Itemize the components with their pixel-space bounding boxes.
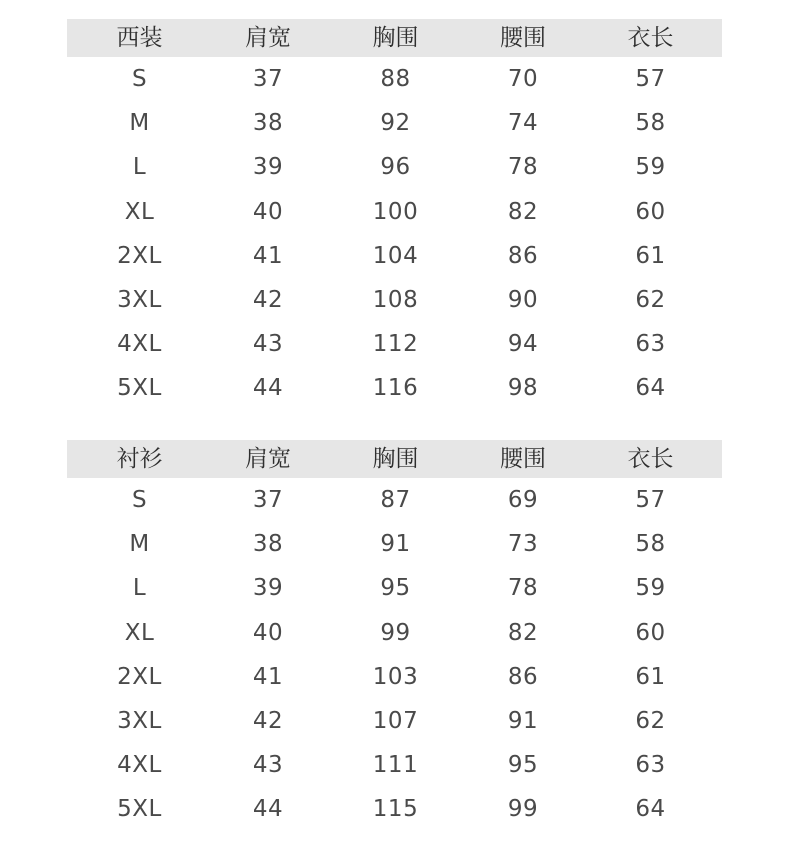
shirt-header-garment: 衬衫 [116, 446, 163, 472]
chest-cell: 95 [380, 575, 411, 602]
shoulder-cell: 38 [252, 110, 284, 137]
shoulder-cell: 41 [252, 663, 284, 690]
shirt-header-length: 衣长 [627, 446, 674, 472]
waist-cell: 82 [507, 619, 539, 646]
length-cell: 59 [635, 575, 666, 602]
shoulder-cell: 43 [252, 752, 284, 779]
chest-cell: 115 [372, 796, 419, 823]
waist-cell: 99 [507, 796, 539, 823]
shirt-table-body [67, 478, 722, 832]
shoulder-cell: 40 [252, 619, 284, 646]
length-cell: 62 [635, 287, 666, 314]
waist-cell: 73 [507, 531, 539, 558]
table-row [67, 101, 722, 145]
table-row [67, 655, 722, 699]
waist-cell: 90 [507, 287, 539, 314]
shirt-header-chest: 胸围 [372, 446, 419, 472]
shoulder-cell: 37 [252, 66, 284, 93]
waist-cell: 94 [507, 331, 539, 358]
waist-cell: 78 [507, 575, 539, 602]
size-cell: 5XL [117, 796, 162, 823]
size-cell: 3XL [117, 287, 162, 314]
chest-cell: 91 [380, 531, 411, 558]
suit-table-header [67, 19, 722, 57]
size-cell: 3XL [117, 708, 162, 735]
size-cell: 2XL [117, 242, 162, 269]
size-cell: S [131, 487, 148, 514]
suit-header-shoulder: 肩宽 [245, 25, 291, 51]
length-cell: 58 [635, 110, 666, 137]
table-row [67, 787, 722, 831]
chest-cell: 92 [380, 110, 411, 137]
length-cell: 60 [635, 198, 666, 225]
length-cell: 62 [635, 708, 666, 735]
size-cell: 4XL [117, 331, 162, 358]
waist-cell: 70 [507, 66, 539, 93]
shoulder-cell: 39 [252, 575, 284, 602]
waist-cell: 82 [507, 198, 539, 225]
table-row [67, 278, 722, 322]
shirt-header-shoulder: 肩宽 [245, 446, 291, 472]
length-cell: 57 [635, 66, 666, 93]
table-row [67, 566, 722, 610]
length-cell: 59 [635, 154, 666, 181]
shoulder-cell: 43 [252, 331, 284, 358]
length-cell: 61 [635, 242, 666, 269]
waist-cell: 98 [507, 375, 539, 402]
length-cell: 57 [635, 487, 666, 514]
shirt-table-header [67, 440, 722, 478]
shoulder-cell: 44 [252, 375, 284, 402]
table-row [67, 322, 722, 366]
shoulder-cell: 38 [252, 531, 284, 558]
shoulder-cell: 42 [252, 708, 284, 735]
size-cell: S [131, 66, 148, 93]
waist-cell: 91 [507, 708, 539, 735]
table-row [67, 611, 722, 655]
shirt-header-row [67, 440, 722, 478]
shirt-header-waist: 腰围 [500, 446, 546, 472]
suit-header-length: 衣长 [627, 25, 674, 51]
chest-cell: 87 [380, 487, 411, 514]
table-row [67, 57, 722, 101]
size-cell: M [129, 531, 150, 558]
table-row [67, 522, 722, 566]
size-cell: L [132, 154, 147, 181]
suit-header-chest: 胸围 [372, 25, 419, 51]
chest-cell: 96 [380, 154, 411, 181]
suit-header-garment: 西装 [116, 25, 163, 51]
length-cell: 61 [635, 663, 666, 690]
shoulder-cell: 44 [252, 796, 284, 823]
length-cell: 63 [635, 331, 666, 358]
waist-cell: 95 [507, 752, 539, 779]
waist-cell: 69 [507, 487, 539, 514]
chest-cell: 107 [372, 708, 419, 735]
shirt-size-table [67, 440, 722, 832]
length-cell: 63 [635, 752, 666, 779]
length-cell: 60 [635, 619, 666, 646]
table-row [67, 366, 722, 410]
chest-cell: 88 [380, 66, 411, 93]
size-cell: 2XL [117, 663, 162, 690]
size-cell: XL [124, 198, 155, 225]
size-cell: XL [124, 619, 155, 646]
chest-cell: 116 [372, 375, 419, 402]
waist-cell: 86 [507, 242, 539, 269]
table-row [67, 145, 722, 189]
chest-cell: 103 [372, 663, 419, 690]
size-cell: L [132, 575, 147, 602]
table-row [67, 190, 722, 234]
chest-cell: 111 [372, 752, 419, 779]
length-cell: 64 [635, 796, 666, 823]
suit-table-body [67, 57, 722, 411]
table-row [67, 478, 722, 522]
chest-cell: 104 [372, 242, 419, 269]
shoulder-cell: 37 [252, 487, 284, 514]
chest-cell: 108 [372, 287, 419, 314]
shoulder-cell: 42 [252, 287, 284, 314]
suit-size-table [67, 19, 722, 411]
length-cell: 64 [635, 375, 666, 402]
table-row [67, 234, 722, 278]
waist-cell: 78 [507, 154, 539, 181]
shoulder-cell: 41 [252, 242, 284, 269]
chest-cell: 100 [372, 198, 419, 225]
waist-cell: 74 [507, 110, 539, 137]
chest-cell: 99 [380, 619, 411, 646]
size-cell: 5XL [117, 375, 162, 402]
length-cell: 58 [635, 531, 666, 558]
table-row [67, 699, 722, 743]
chest-cell: 112 [372, 331, 419, 358]
suit-header-waist: 腰围 [500, 25, 546, 51]
table-row [67, 743, 722, 787]
shoulder-cell: 39 [252, 154, 284, 181]
size-cell: M [129, 110, 150, 137]
size-cell: 4XL [117, 752, 162, 779]
shoulder-cell: 40 [252, 198, 284, 225]
waist-cell: 86 [507, 663, 539, 690]
suit-header-row [67, 19, 722, 57]
